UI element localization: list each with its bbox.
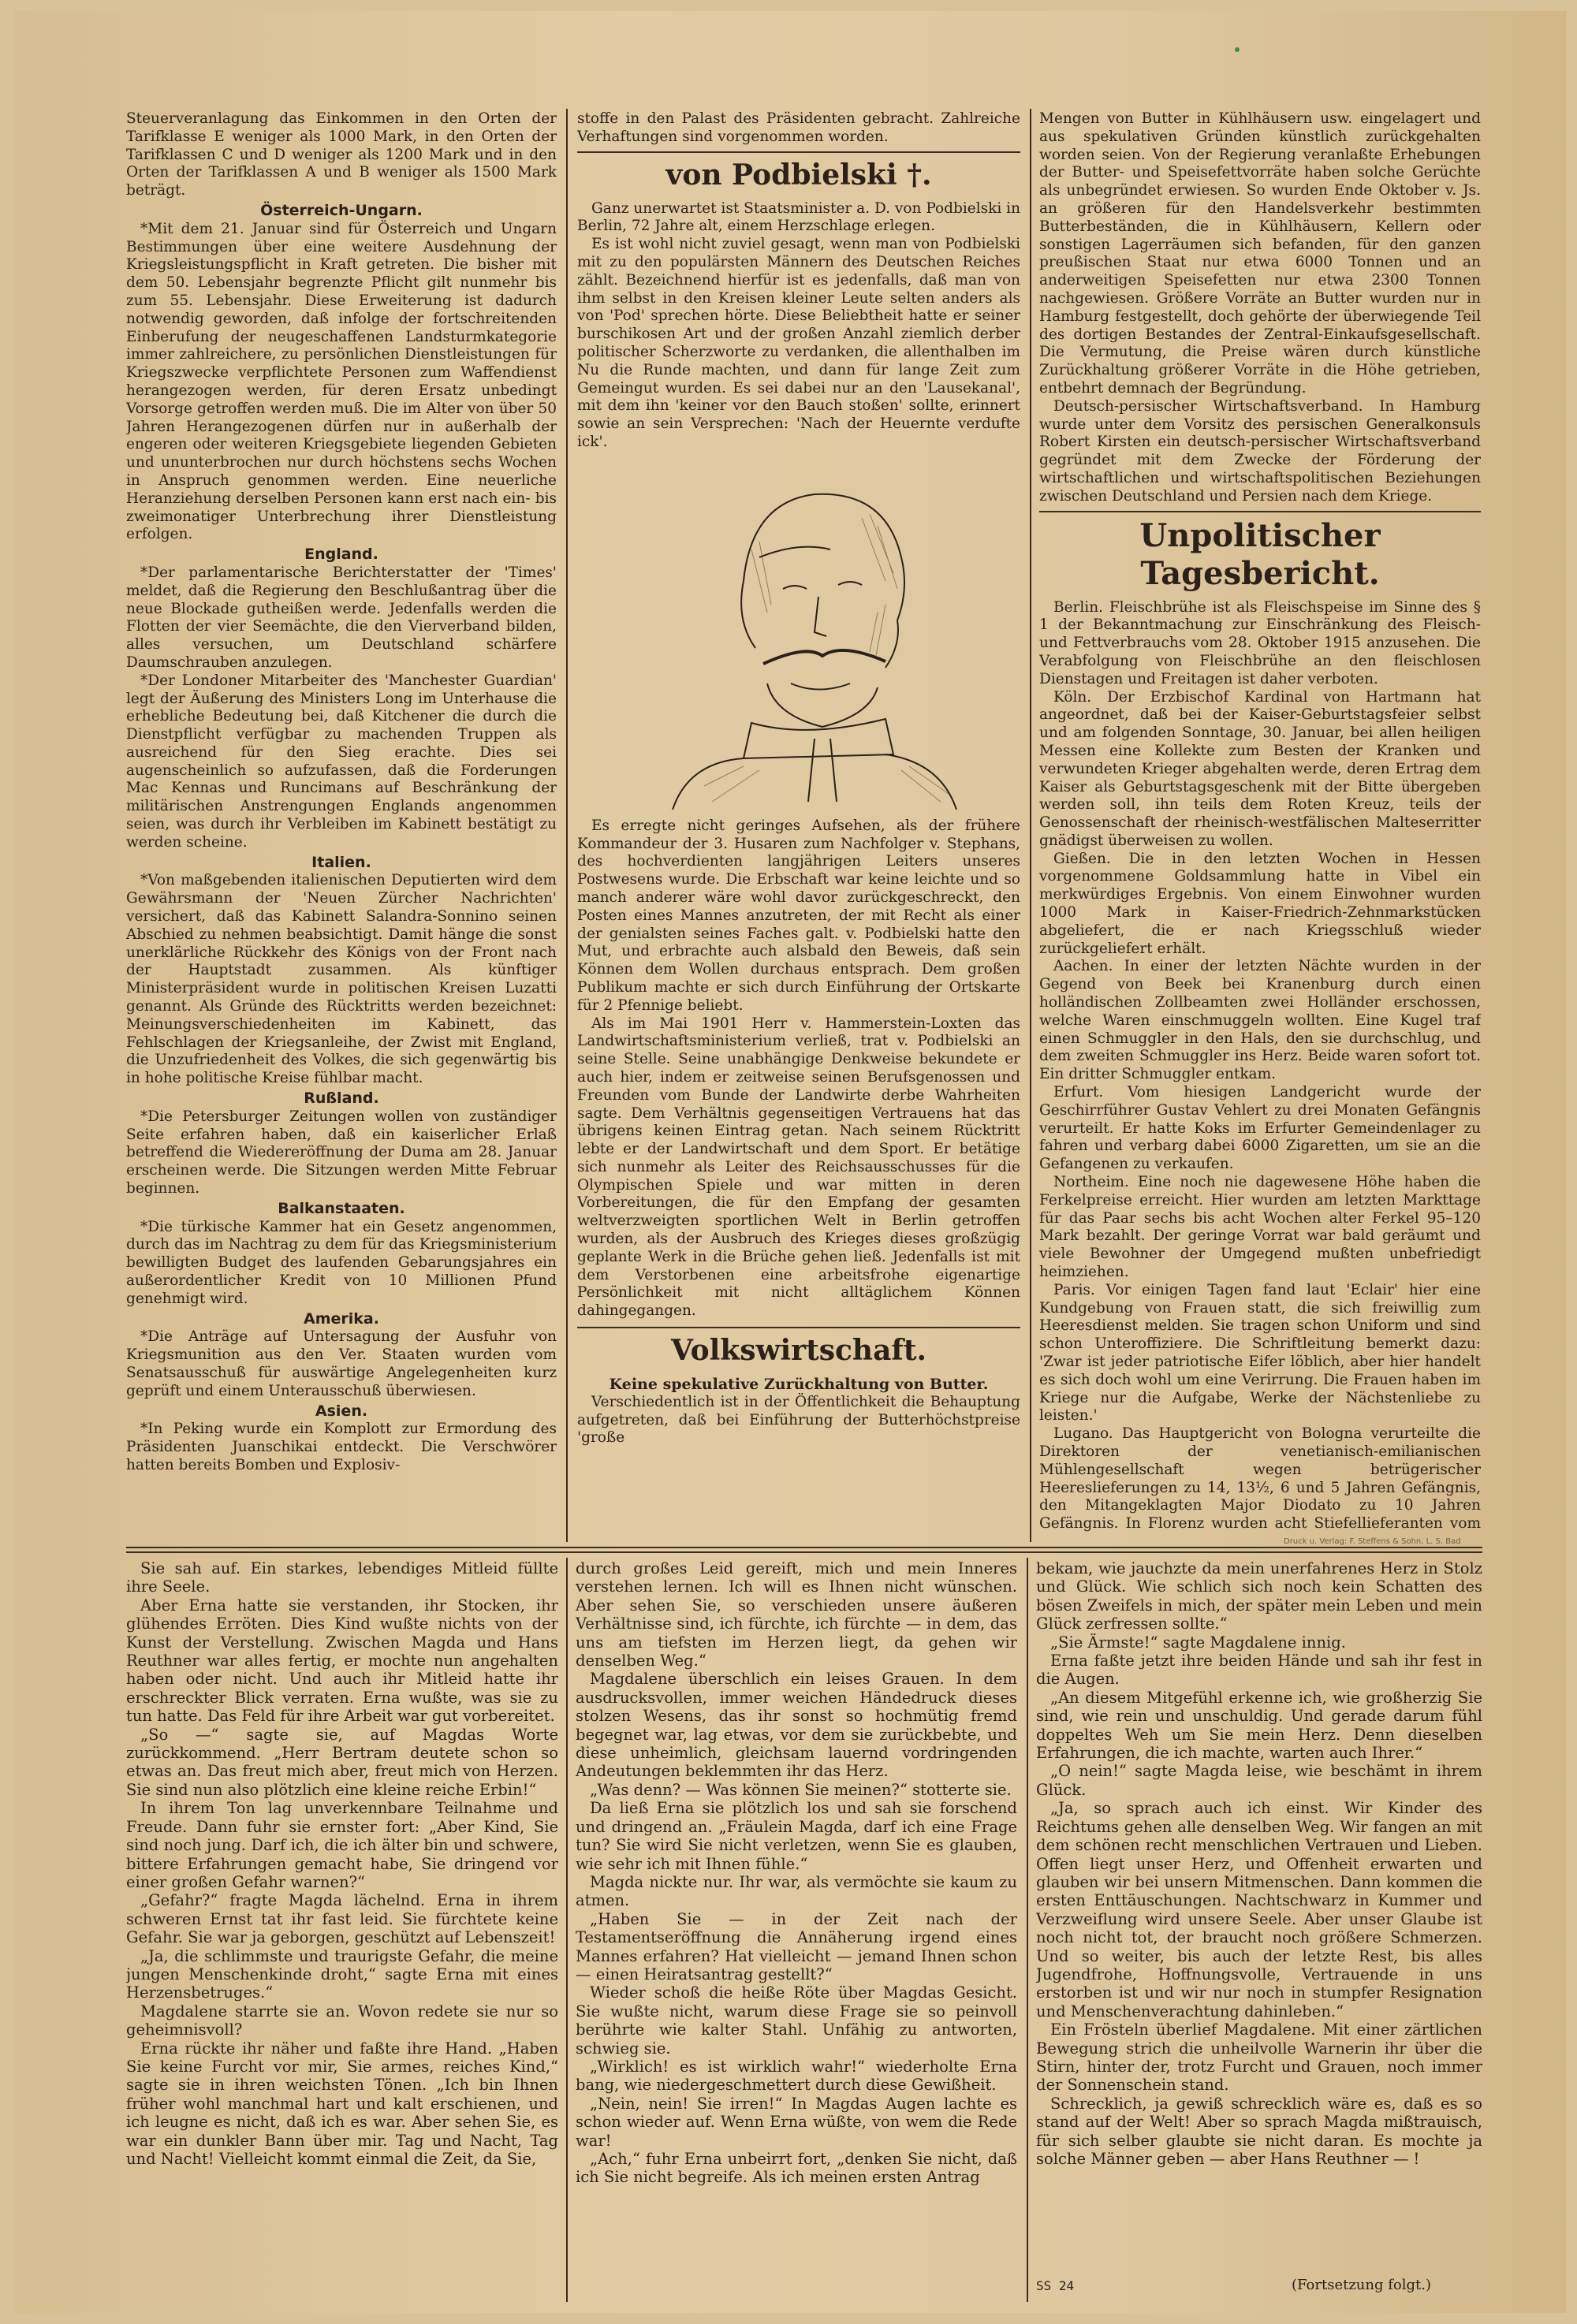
novel-paragraph: Magdalene starrte sie an. Wovon redete sie nur so geheimnisvoll? (126, 2002, 558, 2039)
printer-imprint: Druck u. Verlag: F. Steffens & Sohn, L. S. Bad (1284, 1537, 1461, 1546)
article-paragraph: *Die türkische Kammer hat ein Gesetz angenommen, durch das im Nachtrag zu dem für das Kriegsministerium bewilligten Budget des laufenden Gebarungsjahres ein außerordentlicher Kredit von 10 Millionen Pfund genehmigt wird. (126, 1218, 557, 1307)
article-paragraph: *Die Anträge auf Untersagung der Ausfuhr von Kriegsmunition aus den Ver. Staaten wurden vom Senatsausschuß für auswärtige Angelegenheiten kurz geprüft und einem Unterausschuß überwiesen. (126, 1328, 557, 1399)
article-paragraph: *Der Londoner Mitarbeiter des 'Manchester Guardian' legt der Äußerung des Ministers Long im Unterhause die erhebliche Bedeutung bei, daß Kitchener die durch die Dienstpflicht verfügbar zu machenden Truppen als ausreichend für den Sieg erachte. Dies sei augenscheinlich so aufzufassen, daß die Forderungen Mac Kennas und Runcimans auf Beschränkung der militärischen Anstrengungen Englands angenommen seien, was durch ihr Verbleiben im Kabinett bestätigt zu werden scheine. (126, 672, 557, 851)
article-paragraph: *Der parlamentarische Berichterstatter der 'Times' meldet, daß die Regierung den Beschlußantrag über die neue Blockade gutheißen werde. Jedenfalls werden die Flotten der vier Seemächte, die den Vierverband bilden, alles versuchen, um Deutschland schärfere Daumschrauben anzulegen. (126, 564, 557, 671)
novel-paragraph: „Gefahr?“ fragte Magda lächelnd. Erna in ihrem schweren Ernst tat ihr fast leid. Sie fürchtete keine Gefahr. Sie war ja geborgen, geschützt auf Lebenszeit! (126, 1891, 558, 1947)
novel-paragraph: „Ja, die schlimmste und traurigste Gefahr, die meine jungen Menschenkinde droht,“ sagte Erna mit eines Herzensbetruges.“ (126, 1946, 558, 2002)
column-rule (1027, 1558, 1028, 2302)
novel-column-2 (576, 1559, 1017, 2300)
newspaper-page (14, 11, 1566, 2313)
novel-paragraph: „So —“ sagte sie, auf Magdas Worte zurückkommend. „Herr Bertram deutete schon so etwas an. Das freut mich aber, freut mich von Herzen. Sie sind nun also plötzlich eine kleine reiche Erbin!“ (126, 1725, 558, 1799)
section-title-economy: Volkswirtschaft. (670, 1334, 927, 1368)
column-daily-report (1039, 110, 1481, 1534)
novel-paragraph: Erna rückte ihr näher und faßte ihre Hand. „Haben Sie keine Furcht vor mir, Sie armes, reiches Kind,“ sagte sie in ihren weichsten Tönen. „Ich bin Ihnen früher wohl manchmal hart und kalt erschienen, und ich leugne es nicht, daß ich es war. Aber sehen Sie, es war ein dunkler Bann über mir. Tag und Nacht, Tag und Nacht! Vielleicht kommt einmal die Zeit, da Sie, (126, 2039, 558, 2168)
section-heading-austria: Österreich-Ungarn. (260, 201, 423, 219)
column-podbielski (577, 110, 1020, 1534)
novel-column-1 (126, 1559, 558, 2300)
novel-paragraph: Schrecklich, ja gewiß schrecklich wäre es, daß es so stand auf der Welt! Aber so sprach Magda mißtrauisch, für sich selber glaubte sie nicht daran. Es mochte ja solche Männer geben — aber Hans Reuthner — ! (1036, 2094, 1482, 2168)
article-paragraph: *Die Petersburger Zeitungen wollen von zuständiger Seite erfahren haben, daß ein kaiserlicher Erlaß betreffend die Wiedereröffnung der Duma am 28. Januar erscheinen werde. Die Sitzungen werden Mitte Februar beginnen. (126, 1108, 557, 1197)
novel-paragraph: „Wirklich! es ist wirklich wahr!“ wiederholte Erna bang, wie niedergeschmettert durch diese Gewißheit. (576, 2057, 1017, 2095)
novel-paragraph: Erna faßte jetzt ihre beiden Hände und sah ihr fest in die Augen. (1036, 1652, 1482, 1689)
column-rule (566, 1558, 568, 2302)
article-paragraph: Mengen von Butter in Kühlhäusern usw. eingelagert und aus spekulativen Gründen künstlich zurückgehalten worden seien. Von der Regierung veranlaßte Erhebungen der Butter- und Speisefettvorräte haben solche Gerüchte als unbegründet erwiesen. So wurden Ende Oktober v. Js. an größeren für den Handelsverkehr bestimmten Butterbeständen, die in Kühlhäusern, Kellern oder sonstigen Lagerräumen sich befanden, für den ganzen preußischen Staat nur etwa 6000 Tonnen und an anderweitigen Speisefetten nur etwa 2300 Tonnen nachgewiesen. Größere Vorräte an Butter wurden nur in Hamburg festgestellt, doch gehörte der überwiegende Teil des dortigen Bestandes der Zentral-Einkaufsgesellschaft. Die Vermutung, die Preise wären durch künstliche Zurückhaltung größerer Vorräte in die Höhe getrieben, entbehrt demnach der Begründung. (1039, 110, 1481, 397)
column-politics (126, 110, 557, 1534)
column-rule (566, 109, 568, 1542)
novel-paragraph: „Haben Sie — in der Zeit nach der Testamentseröffnung die Annäherung irgend eines Mannes erfahren? Hat vielleicht — jemand Ihnen schon — einen Heiratsantrag gestellt?“ (576, 1909, 1017, 1983)
article-paragraph: Es erregte nicht geringes Aufsehen, als der frühere Kommandeur der 3. Husaren zum Nachfolger v. Stephans, des hochverdienten langjährigen Leiters unseres Postwesens wurde. Die Erbschaft war keine leichte und so manch anderer wäre wohl davor zurückgeschreckt, den Posten eines Mannes anzutreten, der mit Recht als einer der genialsten seines Faches galt. v. Podbielski hatte den Mut, und erbrachte auch alsbald den Beweis, daß sein Können dem Wollen durchaus entsprach. Dem großen Publikum machte er sich durch Einführung der Ortskarte für 2 Pfennige beliebt. (577, 817, 1020, 1014)
article-paragraph: Lugano. Das Hauptgericht von Bologna verurteilte die Direktoren der venetianisch-emilianischen Mühlengesellschaft wegen betrügerischer Heereslieferungen zu 14, 13½, 6 und 5 Jahren Gefängnis, den Mitangeklagten Major Diodato zu 10 Jahren Gefängnis. In Florenz wurden acht Stiefellieferanten vom (1039, 1425, 1481, 1533)
novel-paragraph: Magdalene überschlich ein leises Grauen. In dem ausdrucksvollen, immer weichen Händedruck dieses stolzen Wesens, das ihr sonst so hochmütig fremd begegnet war, lag etwas, vor dem sie zurückbebte, und diese unheimlich, gleichsam lauernd vordringenden Andeutungen beklemmten ihr das Herz. (576, 1670, 1017, 1781)
obituary-title: von Podbielski †. (665, 158, 932, 192)
separator-rule (1039, 511, 1481, 512)
novel-paragraph: Magda nickte nur. Ihr war, als vermöchte sie kaum zu atmen. (576, 1872, 1017, 1910)
article-paragraph: Berlin. Fleischbrühe ist als Fleischspeise im Sinne des § 1 der Bekanntmachung zur Einschränkung des Fleisch- und Fettverbrauchs vom 28. Oktober 1915 anzusehen. Die Verabfolgung von Fleischbrühe an den fleischlosen Dienstagen und Freitagen ist daher verboten. (1039, 598, 1481, 687)
novel-paragraph: Da ließ Erna sie plötzlich los und sah sie forschend und dringend an. „Fräulein Magda, darf ich eine Frage tun? Sie wird Sie nicht verletzen, wenn Sie es glauben, wie sehr ich mit Ihnen fühle.“ (576, 1799, 1017, 1873)
novel-column-3 (1036, 1559, 1482, 2272)
signature-code: SS 24 (1036, 2278, 1075, 2293)
column-rule (1030, 109, 1031, 1542)
article-paragraph: Ganz unerwartet ist Staatsminister a. D. von Podbielski in Berlin, 72 Jahre alt, einem Herzschlage erlegen. (577, 199, 1020, 235)
article-paragraph: Northeim. Eine noch nie dagewesene Höhe haben die Ferkelpreise erreicht. Hier wurden am letzten Markttage für das Paar sechs bis acht Wochen alter Ferkel 95–120 Mark bezahlt. Der geringe Vorrat war bald geräumt und viele Bewohner der Umgegend mußten unbefriedigt heimziehen. (1039, 1174, 1481, 1281)
novel-paragraph: „O nein!“ sagte Magda leise, wie beschämt in ihrem Glück. (1036, 1762, 1482, 1799)
green-marker-dot (1235, 47, 1240, 52)
separator-rule (577, 151, 1020, 153)
section-heading-america: Amerika. (304, 1309, 379, 1328)
article-paragraph: stoffe in den Palast des Präsidenten gebracht. Zahlreiche Verhaftungen sind vorgenommen worden. (577, 110, 1020, 145)
article-paragraph: Verschiedentlich ist in der Öffentlichkeit die Behauptung aufgetreten, daß bei Einführung der Butterhöchstpreise 'große (577, 1393, 1020, 1447)
novel-paragraph: Wieder schoß die heiße Röte über Magdas Gesicht. Sie wußte nicht, warum diese Frage sie so peinvoll berührte wie kalter Stahl. Unfähig zu antworten, schwieg sie. (576, 1983, 1017, 2058)
novel-paragraph: Aber Erna hatte sie verstanden, ihr Stocken, ihr glühendes Erröten. Dies Kind wußte nichts von der Kunst der Verstellung. Zwischen Magda und Hans Reuthner war alles fertig, er mochte nun angehalten haben oder nicht. Und auch ihr Mitleid hatte ihr erschreckter Blick verraten. Erna wußte, was sie zu tun hatte. Das Feld für ihre Arbeit war gut vorbereitet. (126, 1596, 558, 1726)
novel-paragraph: „Was denn? — Was können Sie meinen?“ stotterte sie. (590, 1780, 1012, 1799)
section-heading-italy: Italien. (311, 853, 371, 871)
article-paragraph: *Mit dem 21. Januar sind für Österreich und Ungarn Bestimmungen über eine weitere Ausdehnung der Kriegsleistungspflicht in Kraft getreten. Die bisher mit dem 50. Lebensjahr begrenzte Pflicht gilt nunmehr bis zum 55. Lebensjahr. Diese Erweiterung ist dadurch notwendig geworden, daß infolge der fortschreitenden Einberufung der neugeschaffenen Landsturmkategorie immer zahlreichere, zu persönlichen Dienstleistungen für Kriegszwecke verpflichtete Personen zum Waffendienst herangezogen werden, für deren Ersatz unbedingt Vorsorge getroffen werden muß. Die im Alter von über 50 Jahren Herangezogenen dürfen nur in außerhalb der engeren oder weiteren Kriegsgebiete liegenden Gebieten und ununterbrochen nur durch höchstens sechs Wochen in Anspruch genommen werden. Eine neuerliche Heranziehung derselben Personen kann erst nach ein- bis zweimonatiger Unterbrechung ihrer Dienstleistung erfolgen. (126, 220, 557, 543)
novel-paragraph: „Ja, so sprach auch ich einst. Wir Kinder des Reichtums gehen alle denselben Weg. Wir fangen an mit dem schönen recht menschlichen Vertrauen und Lieben. Offen liegt unser Herz, und Offenheit erwarten und glauben wir bei unsern Mitmenschen. Dann kommen die ersten Enttäuschungen. Nachtschwarz in Kummer und Verzweiflung wird unsere Seele. Aber unser Glaube ist noch nicht tot, der braucht noch größere Schmerzen. Und so weiter, bis auch der letzte Rest, bis alles Jugendfrohe, Hoffnungsvolle, Vertrauende in uns erstorben ist und wir nur noch in stumpfer Resignation und Menschenverachtung dahinleben.“ (1036, 1799, 1482, 2020)
separator-rule (577, 1327, 1020, 1328)
portrait-engraving (625, 455, 972, 810)
article-paragraph: Köln. Der Erzbischof Kardinal von Hartmann hat angeordnet, daß bei der Kaiser-Geburtstagsfeier selbst und am folgenden Sonntage, 30. Januar, bei allen heiligen Messen eine Kollekte zum Besten der Kranken und verwundeten Krieger abgehalten werde, deren Ertrag dem Kaiser als Geburtstagsgeschenk mit der Bitte übergeben werden soll, ihn teils dem Roten Kreuz, teils der Genossenschaft der rheinisch-westfälischen Malteserritter gnädigst überweisen zu wollen. (1039, 688, 1481, 849)
article-paragraph: Gießen. Die in den letzten Wochen in Hessen vorgenommene Goldsammlung hatte in Vibel ein merkwürdiges Ergebnis. Von einem Einwohner wurden 1000 Mark in Kaiser-Friedrich-Zehnmarkstücken abgeliefert, die er nach Kriegsschluß wieder zurückgeliefert erhält. (1039, 850, 1481, 957)
novel-paragraph: „Ach,“ fuhr Erna unbeirrt fort, „denken Sie nicht, daß ich Sie nicht begreife. Als ich meinen ersten Antrag (576, 2150, 1017, 2187)
novel-paragraph: „An diesem Mitgefühl erkenne ich, wie großherzig Sie sind, wie rein und unschuldig. Und gerade darum fühl doppeltes Weh um Sie mein Herz. Denn dieselben Erfahrungen, die ich machte, warten auch Ihrer.“ (1036, 1688, 1482, 1763)
article-paragraph: *In Peking wurde ein Komplott zur Ermordung des Präsidenten Juanschikai entdeckt. Die Verschwörer hatten bereits Bomben und Explosiv- (126, 1421, 557, 1473)
article-paragraph: Paris. Vor einigen Tagen fand laut 'Eclair' hier eine Kundgebung von Frauen statt, die sich freiwillig zum Heeresdienst melden. Sie tragen schon Uniform und sind schon Unteroffiziere. Die Schriftleitung bemerkt dazu: 'Zwar ist jeder patriotische Eifer löblich, aber hier handelt es sich doch wohl um eine Verirrung. Die Frauen haben im Kriege nur die Aufgabe, Werke der Nächstenliebe zu leisten.' (1039, 1281, 1481, 1425)
section-title-daily-report: Unpolitischer Tagesbericht. (1139, 516, 1381, 592)
feuilleton-rule (126, 1547, 1482, 1548)
article-paragraph: Erfurt. Vom hiesigen Landgericht wurde der Geschirrführer Gustav Vehlert zu drei Monaten Gefängnis verurteilt. Er hatte Koks im Erfurter Gemeindenlager zu fahren und verbarg dabei 6000 Zigaretten, um sie an die Gefangenen zu verkaufen. (1039, 1084, 1481, 1173)
article-paragraph: *Von maßgebenden italienischen Deputierten wird dem Gewährsmann der 'Neuen Zürcher Nachrichten' versichert, daß das Kabinett Salandra-Sonnino seinen Abschied zu nehmen beabsichtigt. Damit hänge die sonst unerklärliche Rückkehr des Königs von der Front nach der Hauptstadt zusammen. Als künftiger Ministerpräsident wurde in politischen Kreisen Luzatti genannt. Als Gründe des Rücktritts werden bezeichnet: Meinungsverschiedenheiten im Kabinett, das Fehlschlagen der Kriegsanleihe, der Zwist mit England, die Unzufriedenheit des Volkes, die sich gegenwärtig bis in hohe politische Kreise fühlbar macht. (126, 872, 557, 1087)
feuilleton-rule (126, 1551, 1482, 1553)
continuation-note: (Fortsetzung folgt.) (1292, 2277, 1431, 2293)
section-heading-england: England. (304, 546, 378, 564)
novel-paragraph: Sie sah auf. Ein starkes, lebendiges Mitleid füllte ihre Seele. (126, 1559, 558, 1596)
novel-paragraph: In ihrem Ton lag unverkennbare Teilnahme und Freude. Dann fuhr sie ernster fort: „Aber Kind, Sie sind noch jung. Darf ich, die ich älter bin und schwere, bittere Erfahrungen gemacht habe, Sie dringend vor einer großen Gefahr warnen?“ (126, 1799, 558, 1891)
article-paragraph: Als im Mai 1901 Herr v. Hammerstein-Loxten das Landwirtschaftsministerium verließ, trat v. Podbielski an seine Stelle. Seine unabhängige Denkweise bekundete er auch hier, indem er zeitweise seinen Berufsgenossen und Freunden vom Bunde der Landwirte derbe Wahrheiten sagte. Dem Verhältnis gegenseitigen Vertrauens hat das übrigens keinen Eintrag getan. Nach seinem Rücktritt lebte er der Landwirtschaft und dem Sport. Er betätige sich nunmehr als Leiter des Reichsausschusses für die Olympischen Spiele und war mitten in deren Vorbereitungen, die für den Empfang der gesamten weltverzweigten sportlichen Welt in Berlin getroffen wurden, als der Ausbruch des Krieges dieses großzügig geplante Werk in die Brüche gehen ließ. Jedenfalls ist mit dem Verstorbenen eine arbeitsfrohe eigenartige Persönlichkeit mit nicht alltäglichem Können dahingegangen. (577, 1015, 1020, 1320)
section-heading-russia: Rußland. (304, 1089, 379, 1108)
novel-paragraph: „Sie Ärmste!“ sagte Magdalene innig. (1050, 1633, 1346, 1652)
article-subtitle: Keine spekulative Zurückhaltung von Butter. (609, 1376, 989, 1394)
article-paragraph: Aachen. In einer der letzten Nächte wurden in der Gegend von Beek bei Kranenburg durch einen holländischen Zollbeamten zwei Holländer erschossen, welche Waren einschmuggeln wollten. Eine Kugel traf einen Schmuggler in den Hals, den sie durchschlug, und dem zweiten Schmuggler ins Herz. Beide waren sofort tot. Ein dritter Schmuggler entkam. (1039, 958, 1481, 1083)
article-paragraph: Steuerveranlagung das Einkommen in den Orten der Tarifklasse E weniger als 1000 Mark, in den Orten der Tarifklassen C und D weniger als 1200 Mark und in den Orten der Tarifklassen A und B weniger als 1500 Mark beträgt. (126, 110, 557, 199)
novel-paragraph: „Nein, nein! Sie irren!“ In Magdas Augen lachte es schon wieder auf. Wenn Erna wüßte, von wem die Rede war! (576, 2094, 1017, 2150)
article-paragraph: Es ist wohl nicht zuviel gesagt, wenn man von Podbielski mit zu den populärsten Männern des Deutschen Reiches zählt. Bezeichnend hierfür ist es jedenfalls, daß man von ihm selbst in den Kreisen kleiner Leute selten anders als von 'Pod' sprechen hörte. Diese Beliebtheit hatte er seiner burschikosen Art und der großen Anzahl ziemlich derber politischer Scherzworte zu verdanken, die allenthalben im Nu die Runde machten, und dann für lange Zeit zum Gemeingut wurden. Es sei dabei nur an den 'Lausekanal', mit dem ihn 'keiner vor den Bauch stoßen' sollte, erinnert sowie an sein Versprechen: 'Nach der Heuernte verduftе ick'. (577, 236, 1020, 450)
section-heading-balkans: Balkanstaaten. (278, 1199, 405, 1217)
section-heading-asia: Asien. (315, 1402, 368, 1420)
novel-paragraph: bekam, wie jauchzte da mein unerfahrenes Herz in Stolz und Glück. Wie schlich sich noch kein Schatten des bösen Zweifels in mich, der später mein Leben und mein Glück zerfressen sollte.“ (1036, 1559, 1482, 1633)
novel-paragraph: Ein Frösteln überlief Magdalene. Mit einer zärtlichen Bewegung strich die unheilvolle Warnerin ihr über die Stirn, hinter der, trotz Furcht und Grauen, noch immer der Sonnenschein stand. (1036, 2020, 1482, 2095)
article-paragraph: Deutsch-persischer Wirtschaftsverband. In Hamburg wurde unter dem Vorsitz des persischen Generalkonsuls Robert Kirsten ein deutsch-persischer Wirtschaftsverband gegründet mit dem Zwecke der Förderung der wirtschaftlichen und wirtschaftspolitischen Beziehungen zwischen Deutschland und Persien nach dem Kriege. (1039, 397, 1481, 505)
novel-paragraph: durch großes Leid gereift, mich und mein Inneres verstehen lernen. Ich will es Ihnen nicht wünschen. Aber sehen Sie, so verschieden unsere äußeren Verhältnisse sind, ich fürchte, ich fürchte — in dem, das uns am tiefsten im Herzen liegt, da gehen wir denselben Weg.“ (576, 1559, 1017, 1670)
